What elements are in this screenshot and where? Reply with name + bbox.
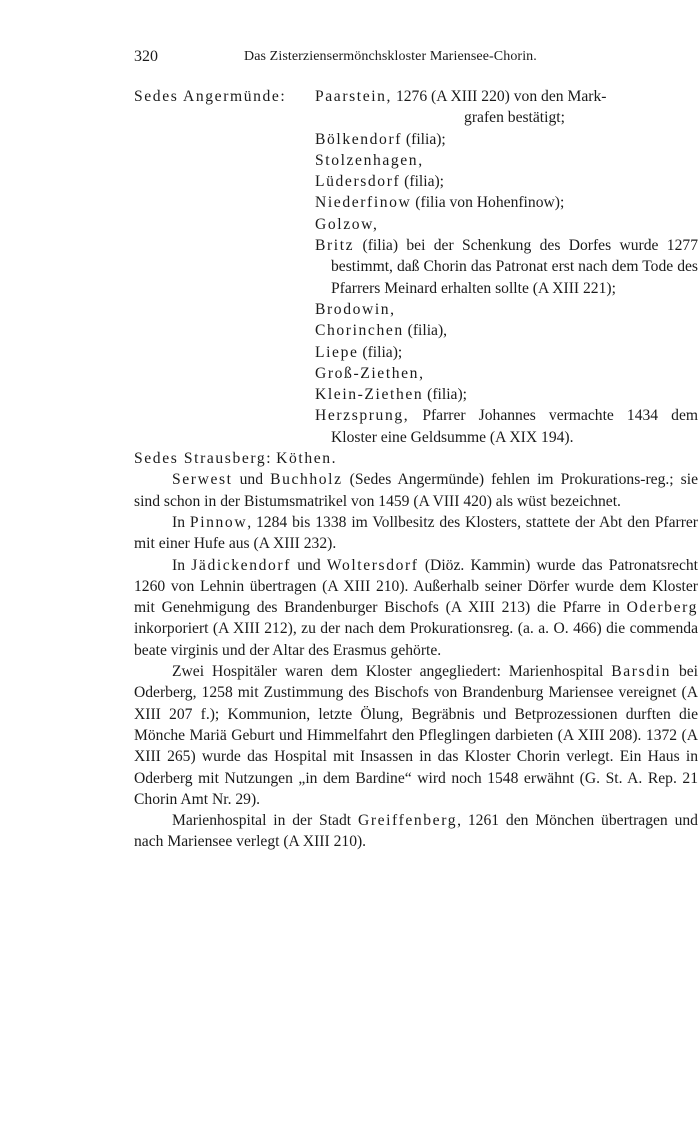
paragraph-text: und: [232, 471, 271, 489]
body-paragraphs: [134, 469, 698, 852]
parish-note: (filia),: [403, 322, 448, 340]
paragraph-text: inkorporiert (A XIII 212), zu der nach dem Prokurationsreg. (a. a. O. 466) die commenda beate virginis und der Altar des Erasmus gehörte.: [134, 620, 698, 659]
place-name: Oderberg: [626, 599, 698, 617]
place-name: Woltersdorf: [326, 556, 419, 574]
parish-entry: [315, 320, 698, 341]
place-name: Jädickendorf: [191, 556, 291, 574]
place-name: Buchholz: [270, 471, 343, 489]
parish-entry: [315, 299, 698, 320]
parish-entry: [315, 192, 698, 213]
parish-entry: [315, 171, 698, 192]
parish-name: Bölkendorf: [315, 130, 403, 148]
parish-name: Niederfinow: [315, 194, 412, 212]
sedes-strausberg-label: Sedes Strausberg:: [134, 450, 273, 468]
sedes-strausberg-line: [134, 448, 698, 469]
parish-note: 1276 (A XIII 220) von den Mark-: [392, 88, 607, 105]
parish-note: (filia);: [358, 343, 403, 361]
parish-note: (filia von Hohenfinow);: [411, 194, 565, 212]
body-paragraph: [134, 661, 698, 810]
parish-name: Golzow,: [315, 215, 379, 233]
sedes-angermuende-label: Sedes Angermünde:: [134, 88, 287, 105]
running-title: Das Zisterziensermönchskloster Mariensee-Chorin.: [244, 49, 537, 64]
parish-name: Klein-Ziethen: [315, 386, 424, 404]
parish-note: (filia);: [400, 173, 445, 191]
place-name: Pinnow: [189, 513, 248, 531]
paragraph-text: und: [291, 556, 327, 574]
parish-entry: [315, 129, 698, 150]
body-paragraph: [134, 469, 698, 512]
body-paragraph: [134, 512, 698, 555]
parish-entry: [315, 363, 698, 384]
paragraph-text: bei Oderberg, 1258 mit Zustimmung des Bischofs von Brandenburg Mariensee vereignet (A XIII 207 f.); Kommunion, letzte Ölung, Begräbnis und Betprozessionen durften die Mönche Mariä Geburt und Himmelfahrt den Pfleglingen darbieten (A XIII 208). 1372 (A XIII 265) wurde das Hospital mit Insassen in das Kloster Chorin verlegt. Ein Haus in Oderberg mit Nutzungen „in dem Bardine“ wird noch 1548 erwähnt (G. St. A. Rep. 21 Chorin Amt Nr. 29).: [134, 663, 698, 808]
parish-name: Britz: [315, 237, 355, 255]
parish-entry: [315, 235, 698, 299]
place-name: Serwest: [172, 471, 233, 489]
parish-name: Herzsprung,: [315, 407, 410, 425]
paragraph-text: (Diöz. Kammin) wurde das Patronatsrecht 1260 von Lehnin übertragen (A XIII 210). Außerhalb seiner Dörfer wurde dem Kloster mit Genehmigung des Brandenburger Bischofs (A XIII 213) die Pfarre in: [134, 556, 699, 617]
place-name: Barsdin: [611, 663, 671, 681]
parish-entry: [315, 384, 698, 405]
page-body: [134, 86, 698, 853]
parish-note: Pfarrer Johannes vermachte 1434 dem Kloster eine Geldsumme (A XIX 194).: [331, 407, 698, 446]
parish-entry: [315, 150, 698, 171]
parish-name: Lüdersdorf: [315, 173, 401, 191]
sedes-angermuende-list: [134, 86, 698, 448]
page-header: [134, 48, 690, 72]
parish-note-continuation: grafen bestätigt;: [464, 109, 565, 127]
body-paragraph: [134, 810, 698, 853]
paragraph-text: Zwei Hospitäler waren dem Kloster angegliedert: Marienhospital: [172, 663, 612, 681]
parish-note: (filia);: [423, 386, 467, 404]
body-paragraph: [134, 555, 698, 661]
parish-name: Stolzenhagen,: [315, 151, 424, 169]
parish-entry: [134, 86, 698, 107]
parish-name: Chorinchen: [315, 322, 404, 340]
parish-entry: [315, 342, 698, 363]
paragraph-text: , 1284 bis 1338 im Vollbesitz des Klosters, stattete der Abt den Pfarrer mit einer Hufe aus (A XIII 232).: [134, 513, 698, 553]
sedes-strausberg-place: Köthen.: [276, 450, 338, 468]
parish-name: Paarstein,: [315, 88, 393, 105]
paragraph-text: In: [172, 513, 190, 531]
parish-note: (filia);: [402, 130, 446, 148]
parish-name: Brodowin,: [315, 300, 396, 318]
parish-note: (filia) bei der Schenkung des Dorfes wurde 1277 bestimmt, daß Chorin das Patronat erst nach dem Tode des Pfarrers Meinard erhalten sollte (A XIII 221);: [331, 237, 698, 297]
paragraph-text: , 1261 den Mönchen übertragen und nach Mariensee verlegt (A XIII 210).: [134, 812, 698, 851]
paragraph-text: Marienhospital in der Stadt: [172, 812, 358, 830]
place-name: Greiffenberg: [357, 812, 458, 830]
parish-entry: [315, 405, 698, 448]
page-number: 320: [134, 48, 158, 65]
parish-name: Groß-Ziethen,: [315, 364, 425, 382]
parish-entry: [315, 214, 698, 235]
paragraph-text: (Sedes Angermünde) fehlen im Prokurations-reg.; sie sind schon in der Bistumsmatrikel von 1459 (A VIII 420) als wüst bezeichnet.: [134, 471, 699, 510]
parish-name: Liepe: [315, 343, 359, 361]
paragraph-text: In: [172, 556, 192, 574]
